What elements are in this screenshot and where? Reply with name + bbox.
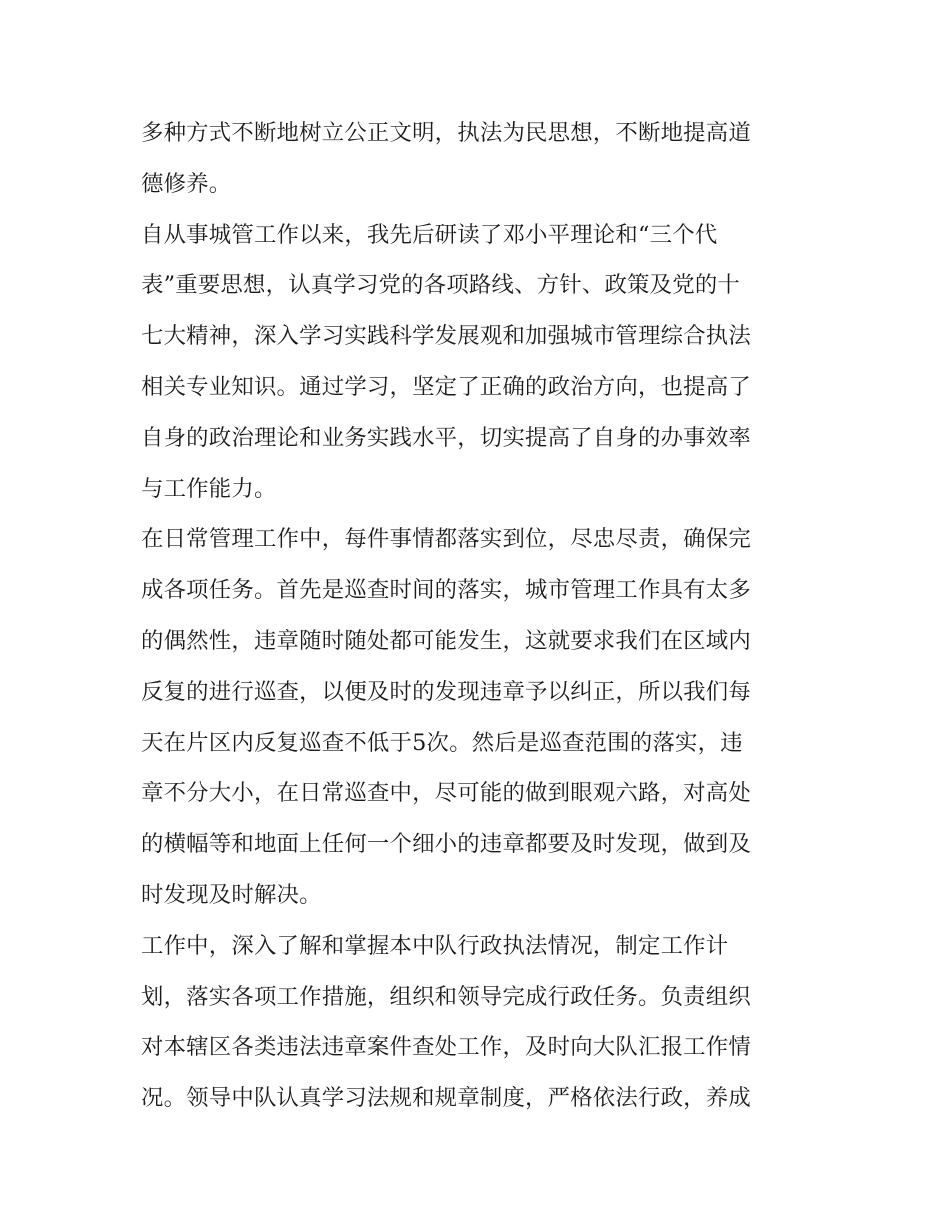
text-line: 七大精神，深入学习实践科学发展观和加强城市管理综合执法 bbox=[141, 323, 751, 350]
text-line: 天在片区内反复巡查不低于5次。然后是巡查范围的落实，违 bbox=[141, 729, 743, 756]
text-line: 德修养。 bbox=[141, 170, 232, 197]
text-line: 对本辖区各类违法违章案件查处工作，及时向大队汇报工作情 bbox=[141, 1034, 751, 1061]
text-line: 自身的政治理论和业务实践水平，切实提高了自身的办事效率 bbox=[141, 424, 751, 451]
text-line: 与工作能力。 bbox=[141, 475, 277, 502]
text-line: 章不分大小，在日常巡查中，尽可能的做到眼观六路，对高处 bbox=[141, 780, 751, 807]
text-line: 自从事城管工作以来，我先后研读了邓小平理论和“三个代 bbox=[141, 221, 718, 248]
text-line: 的横幅等和地面上任何一个细小的违章都要及时发现，做到及 bbox=[141, 831, 751, 858]
text-line: 相关专业知识。通过学习，坚定了正确的政治方向，也提高了 bbox=[141, 373, 751, 400]
body-text bbox=[141, 108, 813, 1124]
text-line: 工作中，深入了解和掌握本中队行政执法情况，制定工作计 bbox=[141, 932, 729, 959]
text-line: 的偶然性，违章随时随处都可能发生，这就要求我们在区域内 bbox=[141, 627, 751, 654]
text-line: 在日常管理工作中，每件事情都落实到位，尽忠尽责，确保完 bbox=[141, 526, 751, 553]
text-line: 反复的进行巡查，以便及时的发现违章予以纠正，所以我们每 bbox=[141, 678, 751, 705]
text-line: 成各项任务。首先是巡查时间的落实，城市管理工作具有太多 bbox=[141, 577, 751, 604]
text-line: 多种方式不断地树立公正文明，执法为民思想，不断地提高道 bbox=[141, 120, 751, 146]
text-line: 时发现及时解决。 bbox=[141, 881, 322, 908]
text-line: 划，落实各项工作措施，组织和领导完成行政任务。负责组织 bbox=[141, 983, 751, 1010]
text-line: 表”重要思想，认真学习党的各项路线、方针、政策及党的十 bbox=[141, 272, 741, 299]
text-line: 况。领导中队认真学习法规和规章制度，严格依法行政，养成 bbox=[141, 1085, 751, 1112]
